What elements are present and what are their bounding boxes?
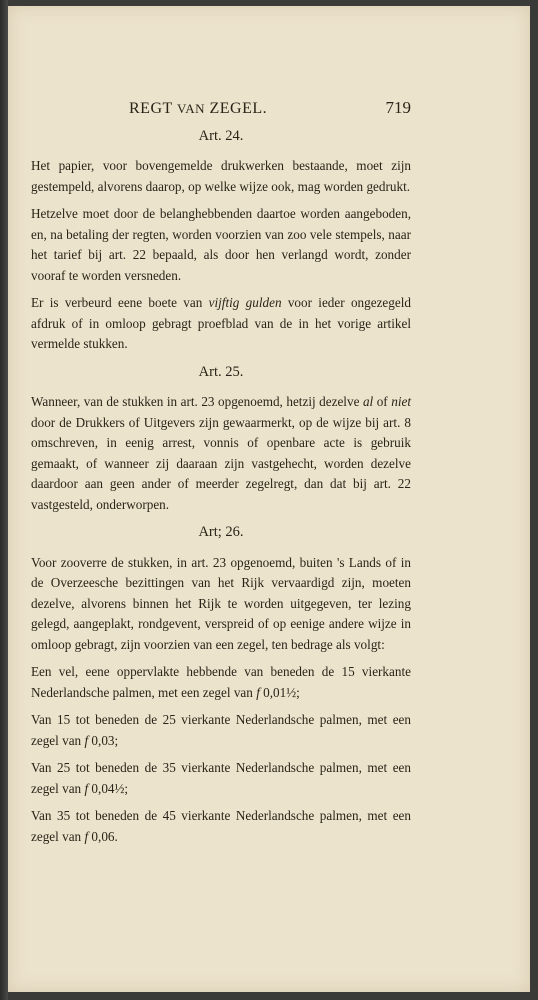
tariff-item: Een vel, eene oppervlakte hebbende van beneden de 15 vierkante Nederlandsche palmen, met een zegel van f 0,01½; [31,664,411,700]
book-spine [0,0,8,1000]
emphasis: al [362,394,374,409]
paragraph: Voor zooverre de stukken, in art. 23 opgenoemd, buiten 's Lands of in de Overzeesche bezittingen van het Rijk vervaardigd zijn, moeten dezelve, alvorens binnen het Rijk te worden uitgegeven, ter lezing gelegd, aangeplakt, rondgevent, verspreid of op eenige andere wijze in omloop gebragt, zijn voorzien van een zegel, ten bedrage als volgt: [31,554,411,652]
paragraph: Wanneer, van de stukken in art. 23 opgenoemd, hetzij dezelve al of niet door de Drukkers of Uitgevers zijn gewaarmerkt, op de wijze bij art. 8 omschreven, in eenig arrest, vonnis of openbare acte is gebruik gemaakt, of wanneer zij daaraan zijn vastgehecht, worden dezelve daardoor aan geen ander of meerder zegelregt, dan dat bij art. 22 vastgesteld, onderworpen. [31,394,411,512]
paragraph: Het papier, voor bovengemelde drukwerken bestaande, moet zijn gestempeld, alvorens daarop, op welke wijze ook, mag worden gedrukt. [31,158,411,194]
page-text [31,98,411,854]
emphasis: niet [391,394,411,409]
running-header [31,98,411,120]
article-heading: Art. 25. [198,363,244,380]
paragraph: Hetzelve moet door de belanghebbenden daartoe worden aangeboden, en, na betaling der regten, worden voorzien van zoo vele stempels, naar het tarief bij art. 22 bepaald, als door hen verlangd wordt, zonder vooraf te worden versneden. [31,206,411,283]
book-page [8,6,530,992]
running-title: REGT VAN ZEGEL. [129,100,268,117]
page-number: 719 [385,98,411,117]
tariff-item: Van 35 tot beneden de 45 vierkante Nederlandsche palmen, met een zegel van f 0,06. [31,808,411,844]
tariff-item: Van 25 tot beneden de 35 vierkante Nederlandsche palmen, met een zegel van f 0,04½; [31,760,411,796]
article-heading: Art; 26. [198,524,244,540]
article-heading: Art. 24. [198,127,244,144]
emphasis: vijftig gulden [208,295,282,310]
tariff-item: Van 15 tot beneden de 25 vierkante Nederlandsche palmen, met een zegel van f 0,03; [31,712,411,748]
paragraph: Er is verbeurd eene boete van vijftig gulden voor ieder ongezegeld afdruk of in omloop gebragt proefblad van de in het vorige artikel vermelde stukken. [31,295,411,351]
